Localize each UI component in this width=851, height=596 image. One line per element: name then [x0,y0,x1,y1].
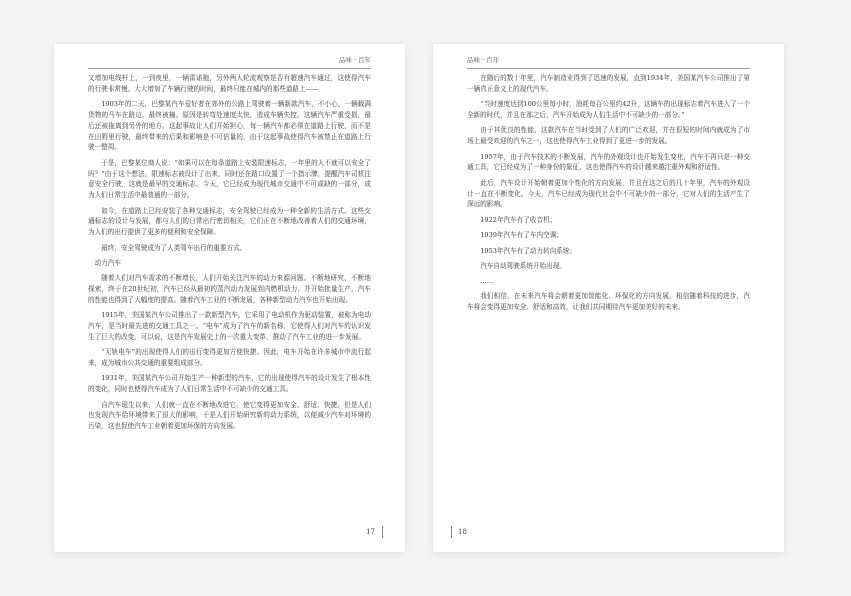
paragraph: 于是，巴黎某位商人说：“如果可以在每条道路上安装限速标志，一年里的人不就可以安全了吗？”由于这个想法，限速标志被设计了出来，同时还在路口设置了一个指示牌，提醒汽车司机注意安全行驶，这就是最早的交通标志。今天，它已经成为现代城市交通中不可或缺的一部分，成为人们日常生活中最普通的一部分。 [88,158,371,200]
paragraph: “无轨电车”的出现使得人们的出行变得更加方便快捷。因此，电车开始在许多城市中流行起来，成为城市公共交通的重要组成部分。 [88,348,371,368]
paragraph: 随着人们对汽车需求的不断增长，人们开始关注汽车的动力来源问题。不断地研究，不断地探索，终于在20世纪初，汽车已经从最初的蒸汽动力发展到内燃机动力，并开始批量生产，汽车的性能也得到了大幅度的提高。随着汽车工业的不断发展，各种新型动力汽车也开始出现。 [88,274,371,304]
paragraph: 1915年，美国某汽车公司推出了一款新型汽车，它采用了电动机作为驱动装置，被称为电动汽车，是当时最先进的交通工具之一。“电车”成为了汽车的新名称，它使得人们对汽车的认识发生了巨大的改变，可以说，这是汽车发展史上的一次重大变革，推动了汽车工业的进一步发展。 [88,311,371,341]
paragraph: 我们相信，在未来汽车将会朝着更加智能化、环保化的方向发展。相信随着科技的进步，汽车将会变得更加安全、舒适和高效，让我们共同期待汽车更加美好的未来。 [467,292,750,311]
list-item: 1939年汽车有了车内空调； [480,231,563,240]
paragraph: 最终，安全驾驶成为了人类驾车出行的重要方式。 [101,243,247,252]
page-body [88,73,371,432]
paragraph: 由于其优良的性能，这款汽车在当时受到了人们的广泛欢迎，并在很短的时间内就成为了市场上最受欢迎的汽车之一，这也使得汽车工业得到了更进一步的发展。 [467,126,750,146]
ellipsis: …… [480,276,494,285]
page-body [467,73,750,313]
page-header: 品味 · 百年 [88,55,371,69]
paragraph: 1931年，美国某汽车公司开始生产一种新型的汽车，它的出现使得汽车的设计发生了根本性的变化，同时也使得汽车成为了人们日常生活中不可缺少的交通工具。 [88,374,371,394]
paragraph: 又增加电线杆上，一到夜里，一辆雷诺拖，另外两人轮流观察是否有超速汽车通过，这使得汽车的行驶非常慢。大大增加了车辆行驶的时间，最终只能在城内的那些道路上—— [88,74,371,93]
paragraph: 1957年，由于汽车技术的不断发展，汽车的外观设计也开始发生变化，汽车不再只是一种交通工具，它已经成为了一种身份的象征，这也使得汽车的设计越来越注重外观和舒适性。 [467,152,750,172]
paragraph: 1903年的二天，巴黎某汽车爱好者在郊外的公路上驾驶着一辆新款汽车，不小心，一辆载满货物的马车在路边，最终被撞。原因是转弯处速度太快，造成车辆失控。这辆汽车严重受损，最后还被拖离到另外的地方。这起事故让人们开始担心，每一辆汽车都必须在道路上行驶，而不是在田野里行驶，最终带来的后果和影响是不可估量的，由于这起事故使得汽车被禁止在道路上行驶一整周。 [88,100,371,152]
list-item: 1922年汽车有了收音机； [480,215,557,224]
list-item: 1953年汽车有了动力转向系统； [480,246,577,255]
section-title: 动力汽车 [94,258,121,267]
paragraph: 自汽车诞生以来，人们就一直在不断地改进它，使它变得更加安全、舒适、快捷。但是人们也发现汽车给环境带来了很大的影响，于是人们开始研究新的动力系统，以便减少汽车对环境的污染，这也促使汽车工业朝着更加环保的方向发展。 [88,400,371,431]
page-number: 17 [366,526,383,538]
paragraph: 如今，在道路上已经安装了各种交通标志，安全驾驶已经成为一种全新的生活方式。这些交通标志的设计与发展，都与人们的日常出行密切相关，它们正在不断地改善着人们的交通环境，为人们的出行提供了更多的便利和安全保障。 [88,206,371,237]
paragraph: 此后，汽车设计开始朝着更加个性化的方向发展，并且在这之后的几十年里，汽车的外观设计一直在不断变化。今天，汽车已经成为现代社会中不可缺少的一部分，它对人们的生活产生了深远的影响。 [467,178,750,209]
paragraph: “当时速度达到100公里每小时，油耗每百公里约42升，这辆车的出现标志着汽车进入了一个全新的时代，并且在那之后，汽车开始成为人们生活中不可缺少的一部分。” [467,100,750,119]
left-page [54,44,405,552]
paragraph: 在随后的数十年里，汽车制造业得到了迅速的发展，直到1934年，美国某汽车公司推出了第一辆真正意义上的现代汽车。 [467,74,750,93]
page-header: 品味 · 百年 [467,55,750,69]
right-page [433,44,784,552]
page-number: 18 [451,526,467,538]
list-item: 汽车自动驾驶系统开始出现。 [480,261,566,270]
